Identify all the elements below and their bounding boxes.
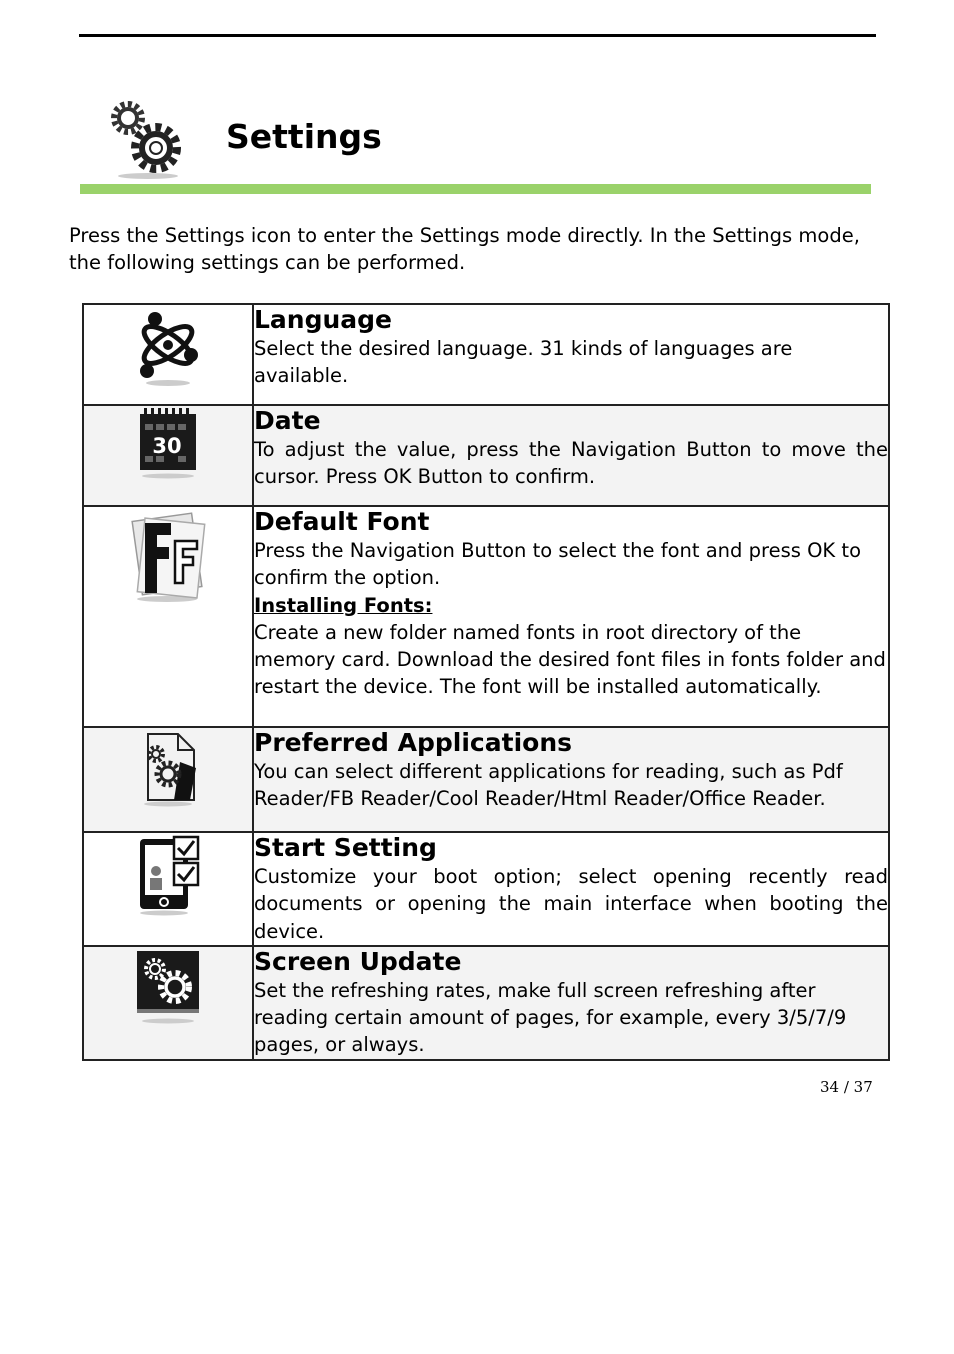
text-cell — [253, 506, 889, 727]
table-row — [83, 506, 889, 727]
text-cell — [253, 832, 889, 946]
text-cell — [253, 946, 889, 1060]
icon-cell — [83, 946, 253, 1060]
row-title: Start Setting — [254, 833, 437, 862]
table-row — [83, 405, 889, 506]
row-description: Select the desired language. 31 kinds of languages are available. — [254, 337, 793, 388]
row-title: Preferred Applications — [254, 728, 572, 757]
top-rule — [79, 34, 876, 37]
row-description: Press the Navigation Button to select the font and press OK to confirm the option. — [254, 539, 861, 590]
screen-update-icon — [133, 947, 203, 1025]
preferred-applications-icon — [134, 728, 202, 808]
row-description: Set the refreshing rates, make full screen refreshing after reading certain amount of pages, for example, every 3/5/7/9 pages, or always. — [254, 978, 847, 1057]
text-cell — [253, 405, 889, 506]
row-description: Customize your boot option; select opening recently read documents or opening the main interface when booting the device. — [254, 865, 888, 943]
table-row — [83, 946, 889, 1060]
settings-table — [82, 303, 890, 1061]
font-icon — [127, 507, 209, 605]
icon-cell — [83, 405, 253, 506]
page-number: 34 / 37 — [820, 1078, 873, 1096]
intro-paragraph: Press the Settings icon to enter the Settings mode directly. In the Settings mode, the following settings can be performed. — [69, 224, 860, 274]
settings-gears-icon — [104, 96, 190, 182]
table-row — [83, 832, 889, 946]
row-description: You can select different applications for reading, such as Pdf Reader/FB Reader/Cool Reader/Html Reader/Office Reader. — [254, 760, 843, 811]
icon-cell — [83, 506, 253, 727]
row-title: Screen Update — [254, 946, 462, 976]
row-title: Default Font — [254, 507, 430, 536]
calendar-day: 30 — [152, 434, 182, 458]
row-title: Language — [254, 305, 393, 334]
installing-fonts-detail: Create a new folder named fonts in root directory of the memory card. Download the desired font files in fonts folder and restart the device. The font will be installed automatically. — [254, 620, 886, 699]
start-setting-icon — [132, 833, 204, 917]
row-description: To adjust the value, press the Navigation Button to move the cursor. Press OK Button to confirm. — [254, 438, 888, 489]
icon-cell — [83, 304, 253, 405]
language-icon — [133, 305, 203, 389]
green-divider — [80, 184, 871, 194]
installing-fonts-heading: Installing Fonts: — [254, 593, 433, 617]
row-title: Date — [254, 406, 321, 435]
icon-cell — [83, 832, 253, 946]
calendar-icon — [136, 406, 200, 480]
icon-cell — [83, 727, 253, 832]
text-cell — [253, 727, 889, 832]
table-row — [83, 304, 889, 405]
page-title: Settings — [226, 117, 382, 156]
text-cell — [253, 304, 889, 405]
table-row — [83, 727, 889, 832]
